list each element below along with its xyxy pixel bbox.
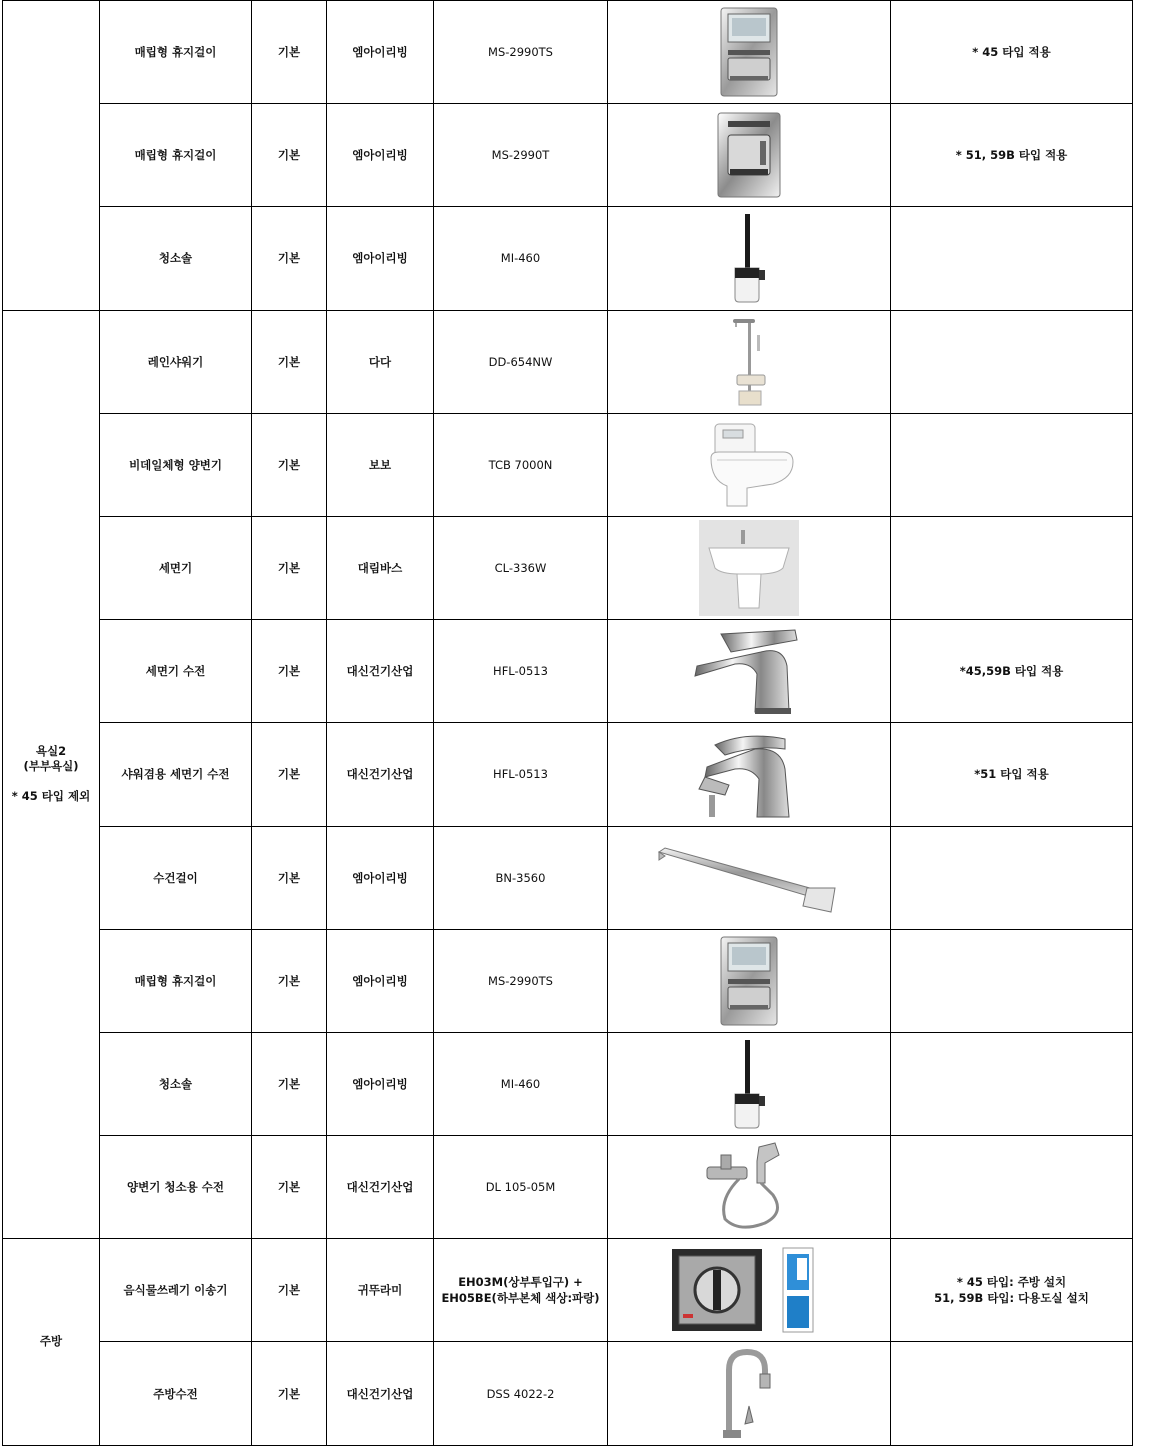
tissue-holder-t-icon <box>716 111 782 199</box>
group-cell-top <box>3 1 100 311</box>
brand: 엠아이리빙 <box>327 929 434 1032</box>
model: MI-460 <box>434 1032 608 1135</box>
item-name: 청소솔 <box>100 207 252 310</box>
product-image-cell <box>608 1 891 104</box>
spec: 기본 <box>252 207 327 310</box>
spec: 기본 <box>252 723 327 826</box>
note: * 45 타입 적용 <box>891 1 1133 104</box>
model: MS-2990T <box>434 104 608 207</box>
table-row <box>3 413 1133 516</box>
table-row <box>3 826 1133 929</box>
brand: 다다 <box>327 310 434 413</box>
model: DL 105-05M <box>434 1136 608 1239</box>
model: BN-3560 <box>434 826 608 929</box>
model: MI-460 <box>434 207 608 310</box>
table-row <box>3 516 1133 619</box>
note: *45,59B 타입 적용 <box>891 620 1133 723</box>
product-image-cell <box>608 516 891 619</box>
table-row <box>3 104 1133 207</box>
note: * 45 타입: 주방 설치 51, 59B 타입: 다용도실 설치 <box>891 1239 1133 1342</box>
note <box>891 1342 1133 1445</box>
spec: 기본 <box>252 1 327 104</box>
brand: 대신건기산업 <box>327 1136 434 1239</box>
bidet-sprayer-icon <box>699 1139 799 1235</box>
spec: 기본 <box>252 1239 327 1342</box>
model: HFL-0513 <box>434 723 608 826</box>
table-row <box>3 207 1133 310</box>
brand: 엠아이리빙 <box>327 826 434 929</box>
table-row <box>3 723 1133 826</box>
spec: 기본 <box>252 310 327 413</box>
group-cell-bathroom2: 욕실2 (부부욕실) * 45 타입 제외 <box>3 310 100 1239</box>
tissue-holder-ts-icon <box>719 6 779 98</box>
product-image-cell <box>608 723 891 826</box>
note <box>891 310 1133 413</box>
brand: 엠아이리빙 <box>327 104 434 207</box>
note <box>891 1136 1133 1239</box>
fixture-spec-table <box>2 0 1133 1446</box>
brand: 엠아이리빙 <box>327 1 434 104</box>
table-row <box>3 1239 1133 1342</box>
item-name: 주방수전 <box>100 1342 252 1445</box>
spec: 기본 <box>252 516 327 619</box>
item-name: 수건걸이 <box>100 826 252 929</box>
bidet-toilet-icon <box>703 418 795 512</box>
brand: 대림바스 <box>327 516 434 619</box>
model: MS-2990TS <box>434 929 608 1032</box>
food-waste-inlet-icon <box>671 1248 763 1332</box>
brand: 엠아이리빙 <box>327 207 434 310</box>
toilet-brush-icon <box>729 1038 769 1130</box>
item-name: 매립형 휴지걸이 <box>100 1 252 104</box>
model: HFL-0513 <box>434 620 608 723</box>
spec: 기본 <box>252 929 327 1032</box>
brand: 대신건기산업 <box>327 1342 434 1445</box>
item-name: 비데일체형 양변기 <box>100 413 252 516</box>
item-name: 매립형 휴지걸이 <box>100 104 252 207</box>
brand: 대신건기산업 <box>327 723 434 826</box>
spec: 기본 <box>252 104 327 207</box>
item-name: 세면기 수전 <box>100 620 252 723</box>
food-waste-body-icon <box>771 1246 827 1334</box>
item-name: 매립형 휴지걸이 <box>100 929 252 1032</box>
washbasin-icon <box>699 520 799 616</box>
item-name: 레인샤워기 <box>100 310 252 413</box>
model: DSS 4022-2 <box>434 1342 608 1445</box>
model: EH03M(상부투입구) + EH05BE(하부본체 색상:파랑) <box>434 1239 608 1342</box>
brand: 대신건기산업 <box>327 620 434 723</box>
towel-bar-icon <box>657 836 841 920</box>
spec: 기본 <box>252 1342 327 1445</box>
note <box>891 1032 1133 1135</box>
table-row <box>3 620 1133 723</box>
table-row <box>3 1136 1133 1239</box>
table-row <box>3 1342 1133 1445</box>
table-row <box>3 1 1133 104</box>
product-image-cell <box>608 1032 891 1135</box>
rain-shower-icon <box>727 315 771 409</box>
product-image-cell <box>608 104 891 207</box>
brand: 엠아이리빙 <box>327 1032 434 1135</box>
product-image-cell <box>608 620 891 723</box>
item-name: 청소솔 <box>100 1032 252 1135</box>
product-image-cell <box>608 310 891 413</box>
model: MS-2990TS <box>434 1 608 104</box>
tissue-holder-ts-icon <box>719 935 779 1027</box>
model: TCB 7000N <box>434 413 608 516</box>
note: * 51, 59B 타입 적용 <box>891 104 1133 207</box>
shower-faucet-icon <box>685 725 813 823</box>
product-image-cell <box>608 1136 891 1239</box>
product-image-cell <box>608 413 891 516</box>
basin-faucet-icon <box>691 622 807 720</box>
spec: 기본 <box>252 1136 327 1239</box>
note <box>891 929 1133 1032</box>
toilet-brush-icon <box>729 212 769 304</box>
spec: 기본 <box>252 620 327 723</box>
note: *51 타입 적용 <box>891 723 1133 826</box>
product-image-cell <box>608 207 891 310</box>
table-row <box>3 310 1133 413</box>
item-name: 양변기 청소용 수전 <box>100 1136 252 1239</box>
brand: 귀뚜라미 <box>327 1239 434 1342</box>
note <box>891 516 1133 619</box>
product-image-cell <box>608 929 891 1032</box>
note <box>891 413 1133 516</box>
spec: 기본 <box>252 1032 327 1135</box>
product-image-cell <box>608 1342 891 1445</box>
group-cell-kitchen: 주방 <box>3 1239 100 1445</box>
kitchen-faucet-icon <box>709 1346 789 1442</box>
spec: 기본 <box>252 826 327 929</box>
table-row <box>3 1032 1133 1135</box>
item-name: 세면기 <box>100 516 252 619</box>
note <box>891 826 1133 929</box>
brand: 보보 <box>327 413 434 516</box>
model: CL-336W <box>434 516 608 619</box>
spec: 기본 <box>252 413 327 516</box>
item-name: 샤워겸용 세면기 수전 <box>100 723 252 826</box>
table-row <box>3 929 1133 1032</box>
model: DD-654NW <box>434 310 608 413</box>
product-image-cell <box>608 1239 891 1342</box>
note <box>891 207 1133 310</box>
product-image-cell <box>608 826 891 929</box>
item-name: 음식물쓰레기 이송기 <box>100 1239 252 1342</box>
